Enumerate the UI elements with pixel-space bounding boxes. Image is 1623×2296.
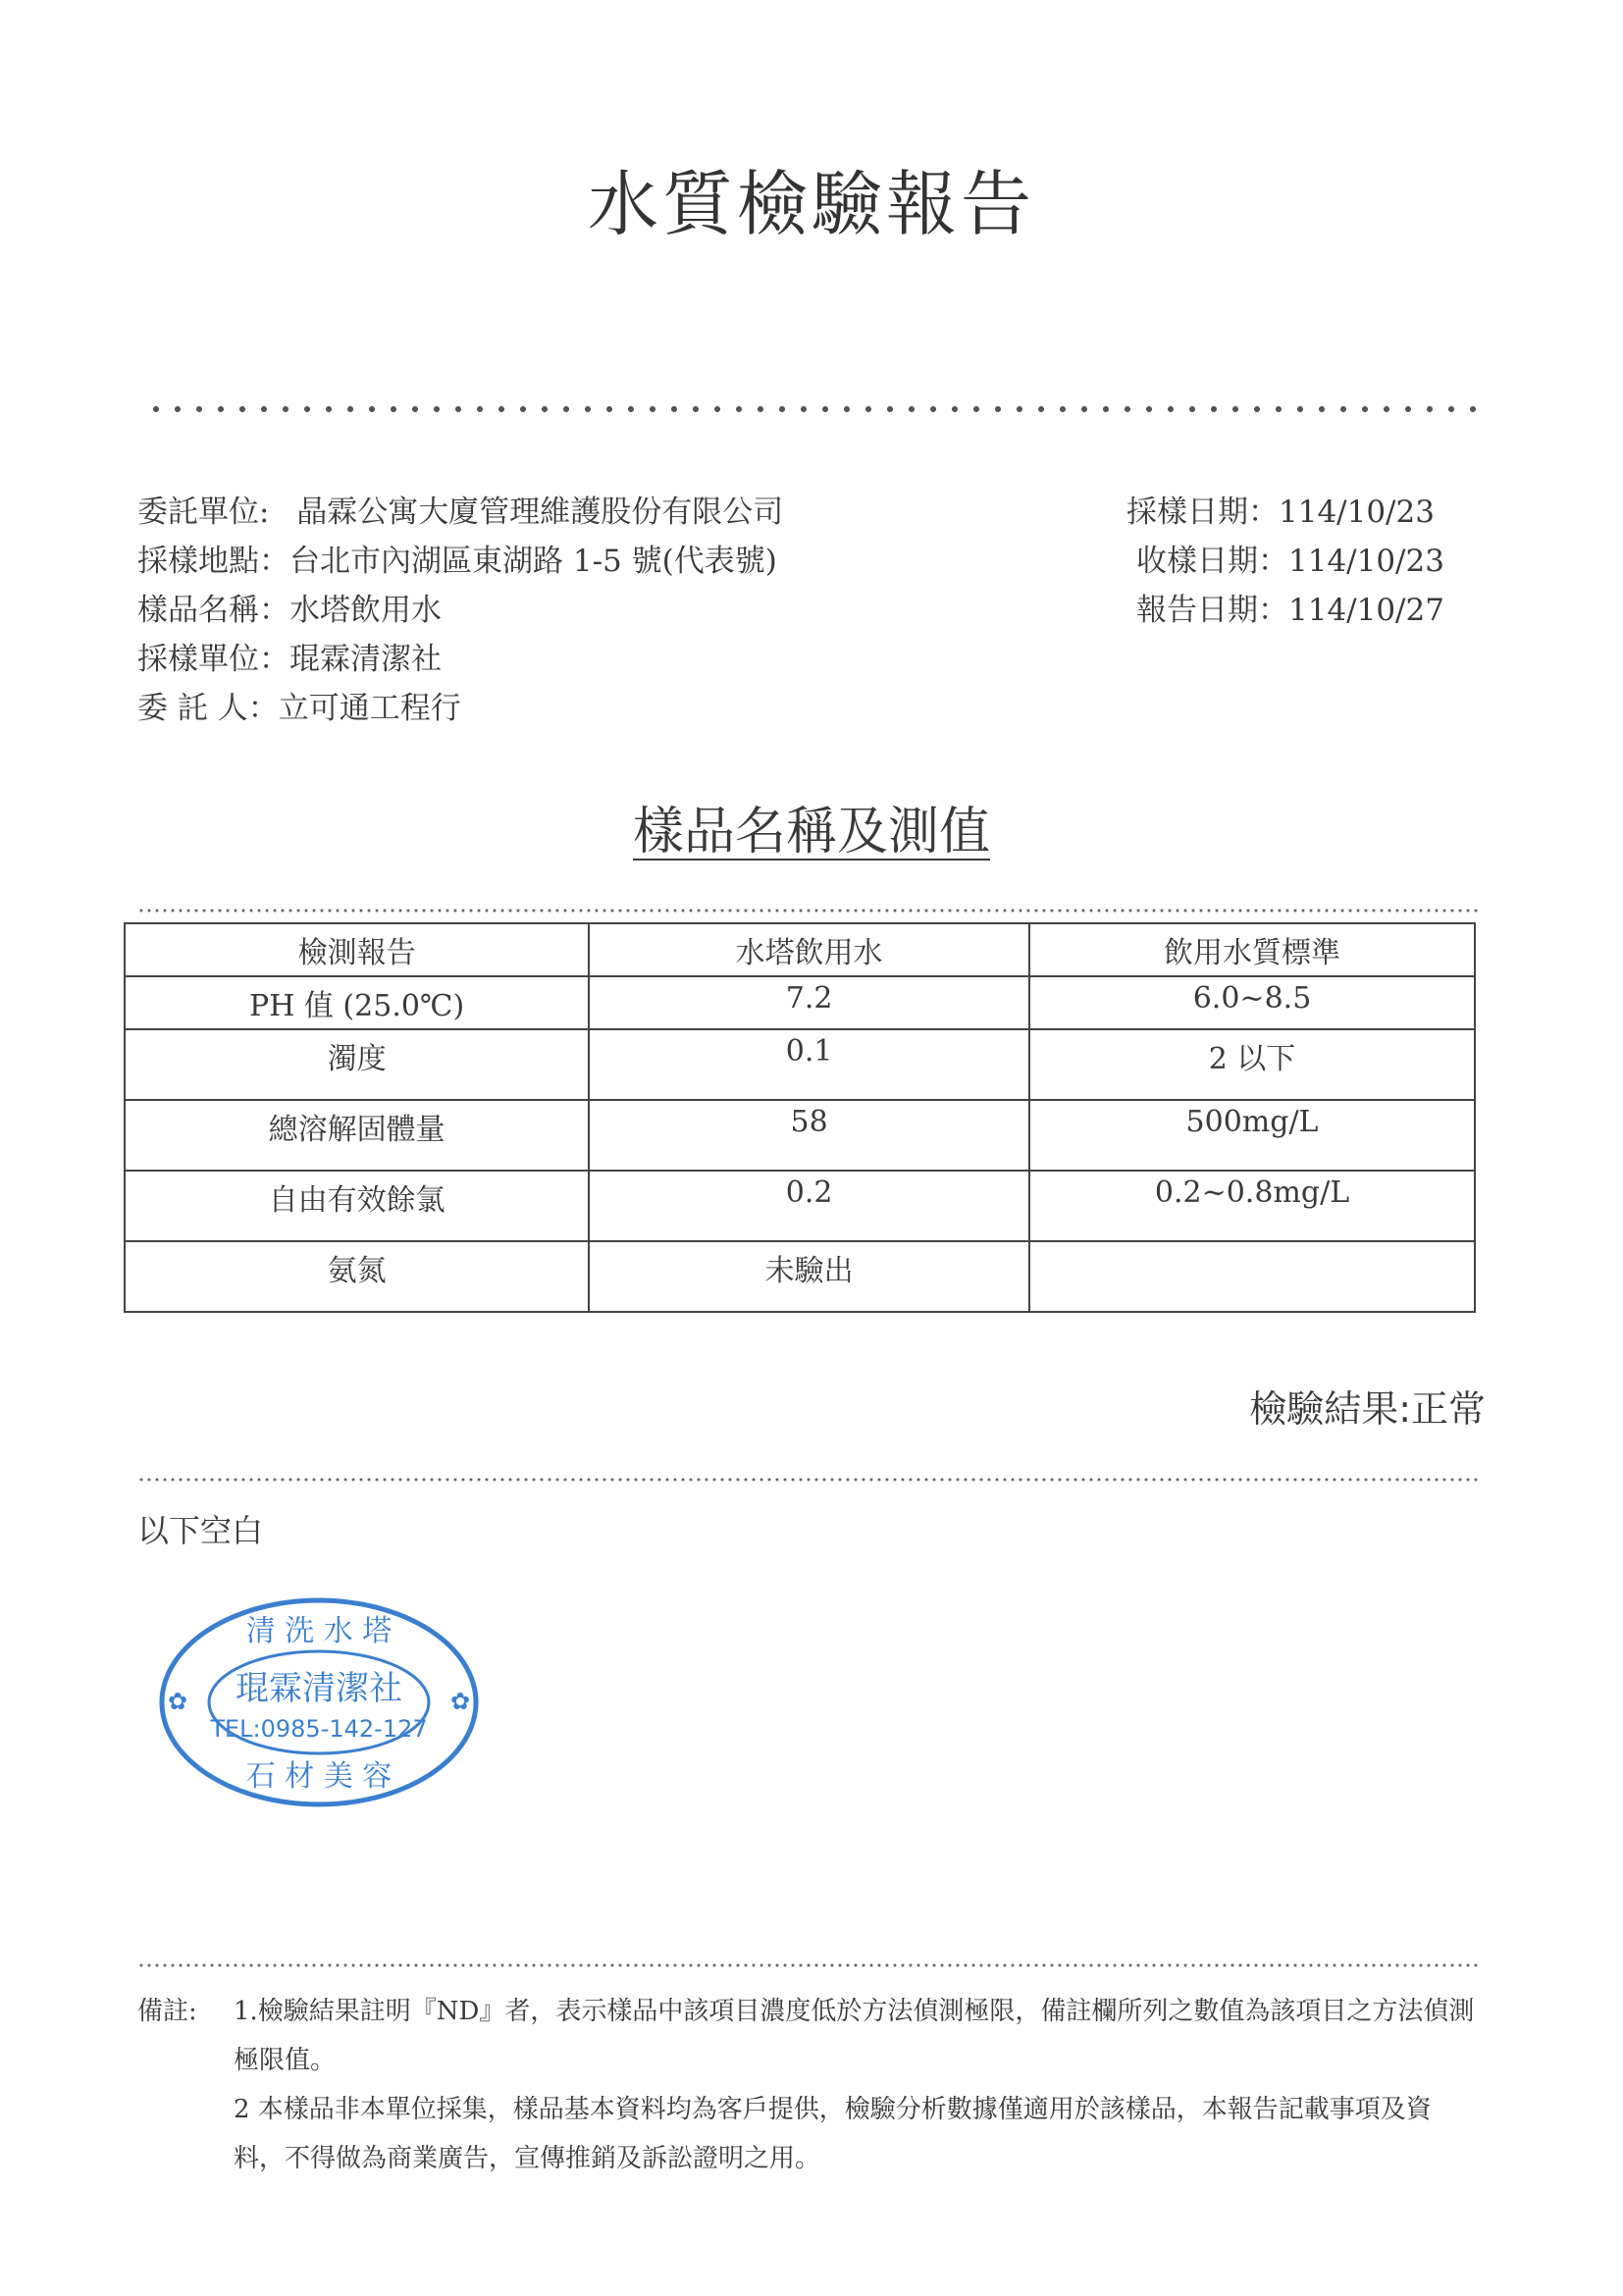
cell-value: 未驗出 bbox=[589, 1241, 1029, 1312]
location-row bbox=[137, 542, 777, 581]
cell-standard: 500mg/L bbox=[1029, 1100, 1475, 1171]
table-row bbox=[125, 1241, 1475, 1312]
sample-value: 水塔飲用水 bbox=[289, 593, 442, 628]
blank-below-note: 以下空白 bbox=[137, 1512, 264, 1549]
cell-standard: 2 以下 bbox=[1029, 1029, 1475, 1100]
flower-icon: ✿ bbox=[167, 1688, 188, 1715]
remarks-label: 備註: bbox=[137, 1997, 197, 2026]
location-value: 台北市內湖區東湖路 1-5 號(代表號) bbox=[289, 544, 777, 579]
cell-standard: 6.0~8.5 bbox=[1029, 976, 1475, 1029]
cell-value: 7.2 bbox=[589, 976, 1029, 1029]
cell-value: 0.2 bbox=[589, 1171, 1029, 1241]
sampler-label: 採樣單位： bbox=[137, 642, 289, 677]
location-label: 採樣地點： bbox=[137, 544, 289, 579]
cell-item: 自由有效餘氯 bbox=[125, 1171, 589, 1241]
stamp-bottom-text: 石 材 美 容 bbox=[245, 1759, 393, 1794]
table-row bbox=[125, 976, 1475, 1029]
cell-standard bbox=[1029, 1241, 1475, 1312]
stamp-top-text: 清 洗 水 塔 bbox=[245, 1614, 393, 1648]
cell-value: 0.1 bbox=[589, 1029, 1029, 1100]
consignor-row bbox=[137, 689, 461, 728]
dotted-divider bbox=[145, 404, 1480, 414]
client-row bbox=[137, 493, 783, 532]
table-row bbox=[125, 1100, 1475, 1171]
received-date: 收樣日期：114/10/23 bbox=[1136, 544, 1444, 579]
cell-standard: 0.2~0.8mg/L bbox=[1029, 1171, 1475, 1241]
cell-item: 濁度 bbox=[125, 1029, 589, 1100]
table-header-row bbox=[125, 923, 1475, 976]
dotted-divider bbox=[137, 1962, 1482, 1968]
sample-row bbox=[137, 591, 442, 630]
flower-icon: ✿ bbox=[449, 1688, 471, 1715]
sampling-date: 採樣日期：114/10/23 bbox=[1126, 495, 1435, 530]
stamp-name: 琨霖清潔社 bbox=[236, 1669, 402, 1708]
cell-item: 總溶解固體量 bbox=[125, 1100, 589, 1171]
header-item: 檢測報告 bbox=[125, 923, 589, 976]
section-title bbox=[0, 790, 1623, 863]
test-result: 檢驗結果:正常 bbox=[1249, 1387, 1486, 1431]
cell-value: 58 bbox=[589, 1100, 1029, 1171]
dotted-divider bbox=[137, 1477, 1482, 1483]
consignor-label: 委 託 人： bbox=[137, 691, 279, 726]
client-label: 委託單位: bbox=[137, 495, 270, 530]
report-date: 報告日期：114/10/27 bbox=[1136, 593, 1444, 628]
remark-item: 2 本樣品非本單位採集，樣品基本資料均為客戶提供，檢驗分析數據僅適用於該樣品，本報告記載事項及資料，不得做為商業廣告，宣傳推銷及訴訟證明之用。 bbox=[234, 2095, 1432, 2173]
section-title-text: 樣品名稱及測值 bbox=[632, 803, 990, 861]
table-row bbox=[125, 1171, 1475, 1241]
consignor-value: 立可通工程行 bbox=[278, 691, 461, 726]
report-title: 水質檢驗報告 bbox=[587, 163, 1035, 245]
cell-item: 氨氮 bbox=[125, 1241, 589, 1312]
client-value: 晶霖公寓大廈管理維護股份有限公司 bbox=[296, 495, 784, 530]
header-sample: 水塔飲用水 bbox=[589, 923, 1029, 976]
sampler-row bbox=[137, 640, 442, 679]
remark-item: 1.檢驗結果註明『ND』者，表示樣品中該項目濃度低於方法偵測極限，備註欄所列之數值為該項目之方法偵測極限值。 bbox=[234, 1997, 1475, 2075]
company-stamp bbox=[152, 1590, 486, 1815]
stamp-tel: TEL:0985-142-127 bbox=[210, 1715, 428, 1743]
results-table bbox=[124, 922, 1476, 1313]
table-row bbox=[125, 1029, 1475, 1100]
cell-item: PH 值 (25.0℃) bbox=[125, 976, 589, 1029]
dotted-divider bbox=[137, 908, 1482, 913]
header-standard: 飲用水質標準 bbox=[1029, 923, 1475, 976]
sampler-value: 琨霖清潔社 bbox=[289, 642, 442, 677]
sample-label: 樣品名稱： bbox=[137, 593, 289, 628]
